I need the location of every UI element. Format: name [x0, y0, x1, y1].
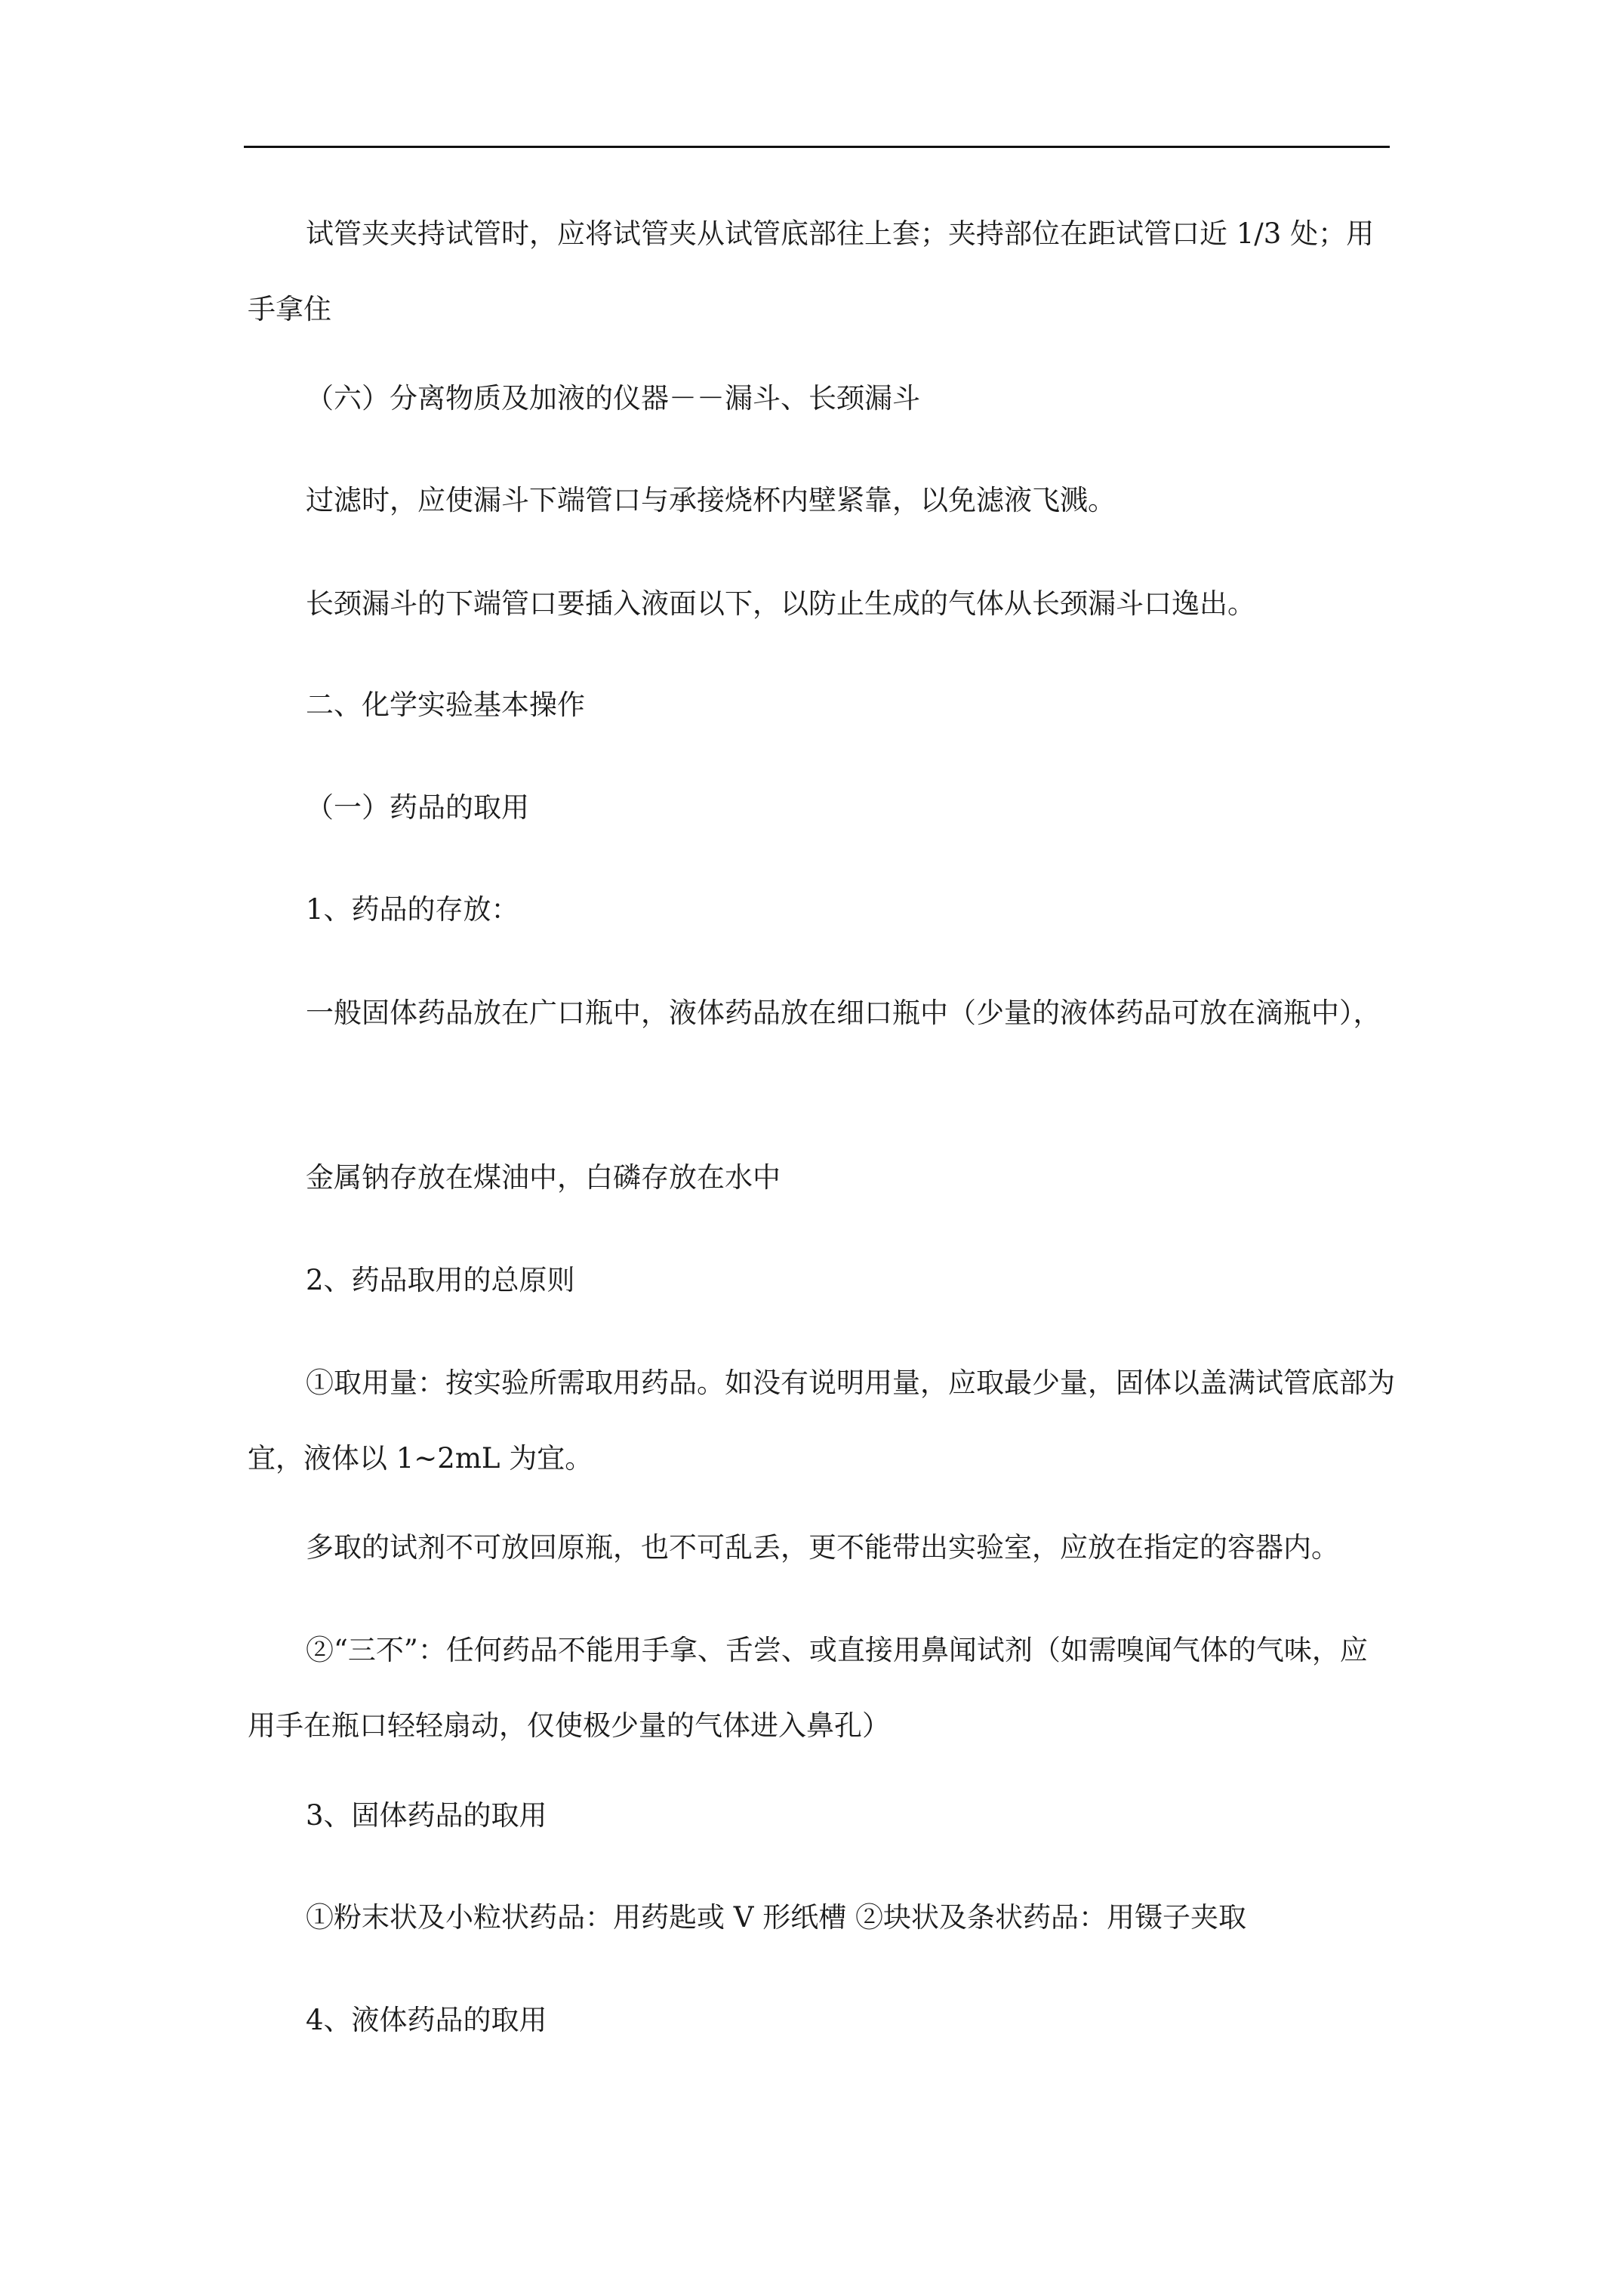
heading-solid-reagents: 3、固体药品的取用	[306, 1799, 547, 1832]
heading-storage: 1、药品的存放：	[306, 893, 519, 926]
paragraph-sodium-phosphorus: 金属钠存放在煤油中，白磷存放在水中	[306, 1161, 781, 1194]
heading-taking-reagents: （一）药品的取用	[306, 791, 529, 824]
paragraph-storage-bottles: 一般固体药品放在广口瓶中，液体药品放在细口瓶中（少量的液体药品可放在滴瓶中），	[306, 997, 1381, 1029]
heading-liquid-reagents: 4、液体药品的取用	[306, 2004, 547, 2036]
header-rule	[244, 146, 1390, 148]
heading-general-principles: 2、药品取用的总原则	[306, 1264, 575, 1296]
paragraph-test-tube-clamp: 试管夹夹持试管时，应将试管夹从试管底部往上套；夹持部位在距试管口近 1/3 处；用手拿住	[248, 217, 1375, 325]
heading-basic-operations: 二、化学实验基本操作	[306, 689, 585, 721]
paragraph-filtration: 过滤时，应使漏斗下端管口与承接烧杯内壁紧靠，以免滤液飞溅。	[306, 484, 1116, 516]
paragraph-long-neck-funnel: 长颈漏斗的下端管口要插入液面以下，以防止生成的气体从长颈漏斗口逸出。	[306, 587, 1255, 620]
paragraph-solid-methods: ①粉末状及小粒状药品：用药匙或 V 形纸槽 ②块状及条状药品：用镊子夹取	[306, 1901, 1247, 1934]
paragraph-excess-reagent: 多取的试剂不可放回原瓶，也不可乱丢，更不能带出实验室，应放在指定的容器内。	[306, 1531, 1339, 1564]
paragraph-three-nots: ②“三不”：任何药品不能用手拿、舌尝、或直接用鼻闻试剂（如需嗅闻气体的气味，应用手在瓶口轻轻扇动，仅使极少量的气体进入鼻孔）	[248, 1634, 1368, 1742]
heading-funnel-instruments: （六）分离物质及加液的仪器－－漏斗、长颈漏斗	[306, 382, 920, 415]
paragraph-amount: ①取用量：按实验所需取用药品。如没有说明用量，应取最少量，固体以盖满试管底部为宜，液体以 1~2mL 为宜。	[248, 1367, 1395, 1475]
